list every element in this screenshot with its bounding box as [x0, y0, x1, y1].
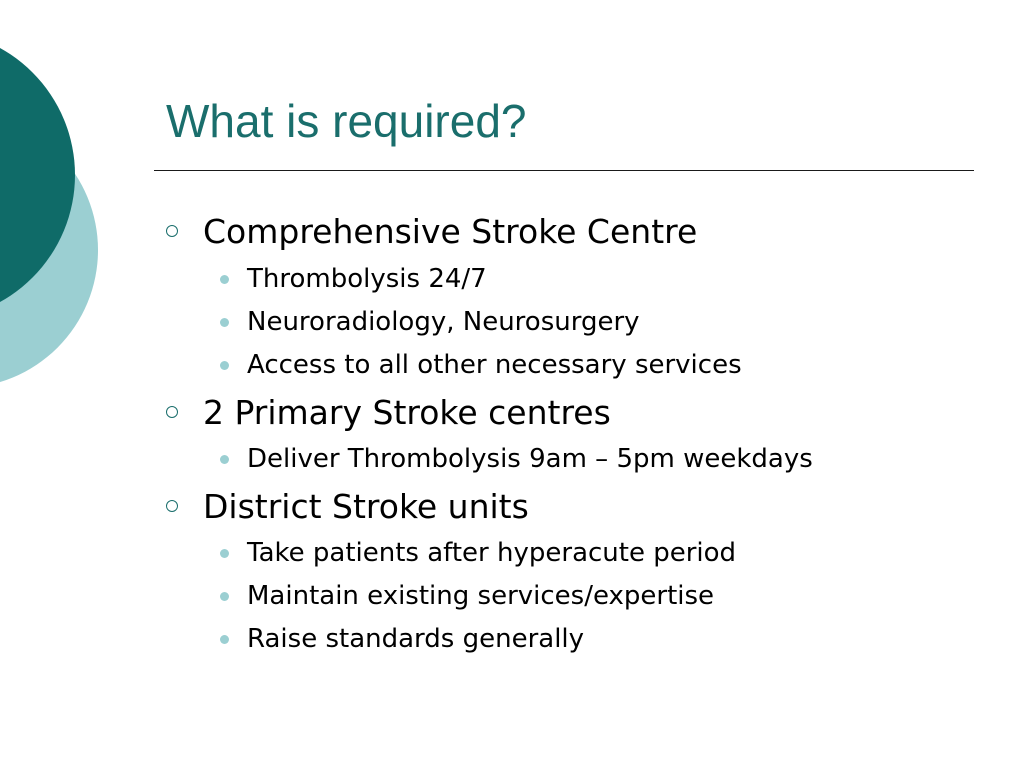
list-item-text: Take patients after hyperacute period: [247, 538, 737, 568]
dot-bullet-icon: [220, 318, 229, 327]
slide-title: What is required?: [166, 95, 527, 147]
dot-bullet-icon: [220, 635, 229, 644]
list-item-text: Raise standards generally: [247, 624, 585, 654]
list-item-text: Deliver Thrombolysis 9am – 5pm weekdays: [247, 444, 813, 474]
list-item-text: Neuroradiology, Neurosurgery: [247, 307, 640, 337]
list-item-text: Maintain existing services/expertise: [247, 581, 715, 611]
dot-bullet-icon: [220, 549, 229, 558]
list-item-text: Thrombolysis 24/7: [247, 264, 487, 294]
hollow-circle-bullet-icon: [166, 500, 178, 512]
list-item-text: Access to all other necessary services: [247, 350, 742, 380]
dot-bullet-icon: [220, 455, 229, 464]
section-heading-text: 2 Primary Stroke centres: [203, 393, 611, 432]
hollow-circle-bullet-icon: [166, 225, 178, 237]
hollow-circle-bullet-icon: [166, 406, 178, 418]
dot-bullet-icon: [220, 275, 229, 284]
dot-bullet-icon: [220, 361, 229, 370]
section-heading-text: Comprehensive Stroke Centre: [203, 212, 698, 251]
dot-bullet-icon: [220, 592, 229, 601]
section-heading-text: District Stroke units: [203, 487, 529, 526]
